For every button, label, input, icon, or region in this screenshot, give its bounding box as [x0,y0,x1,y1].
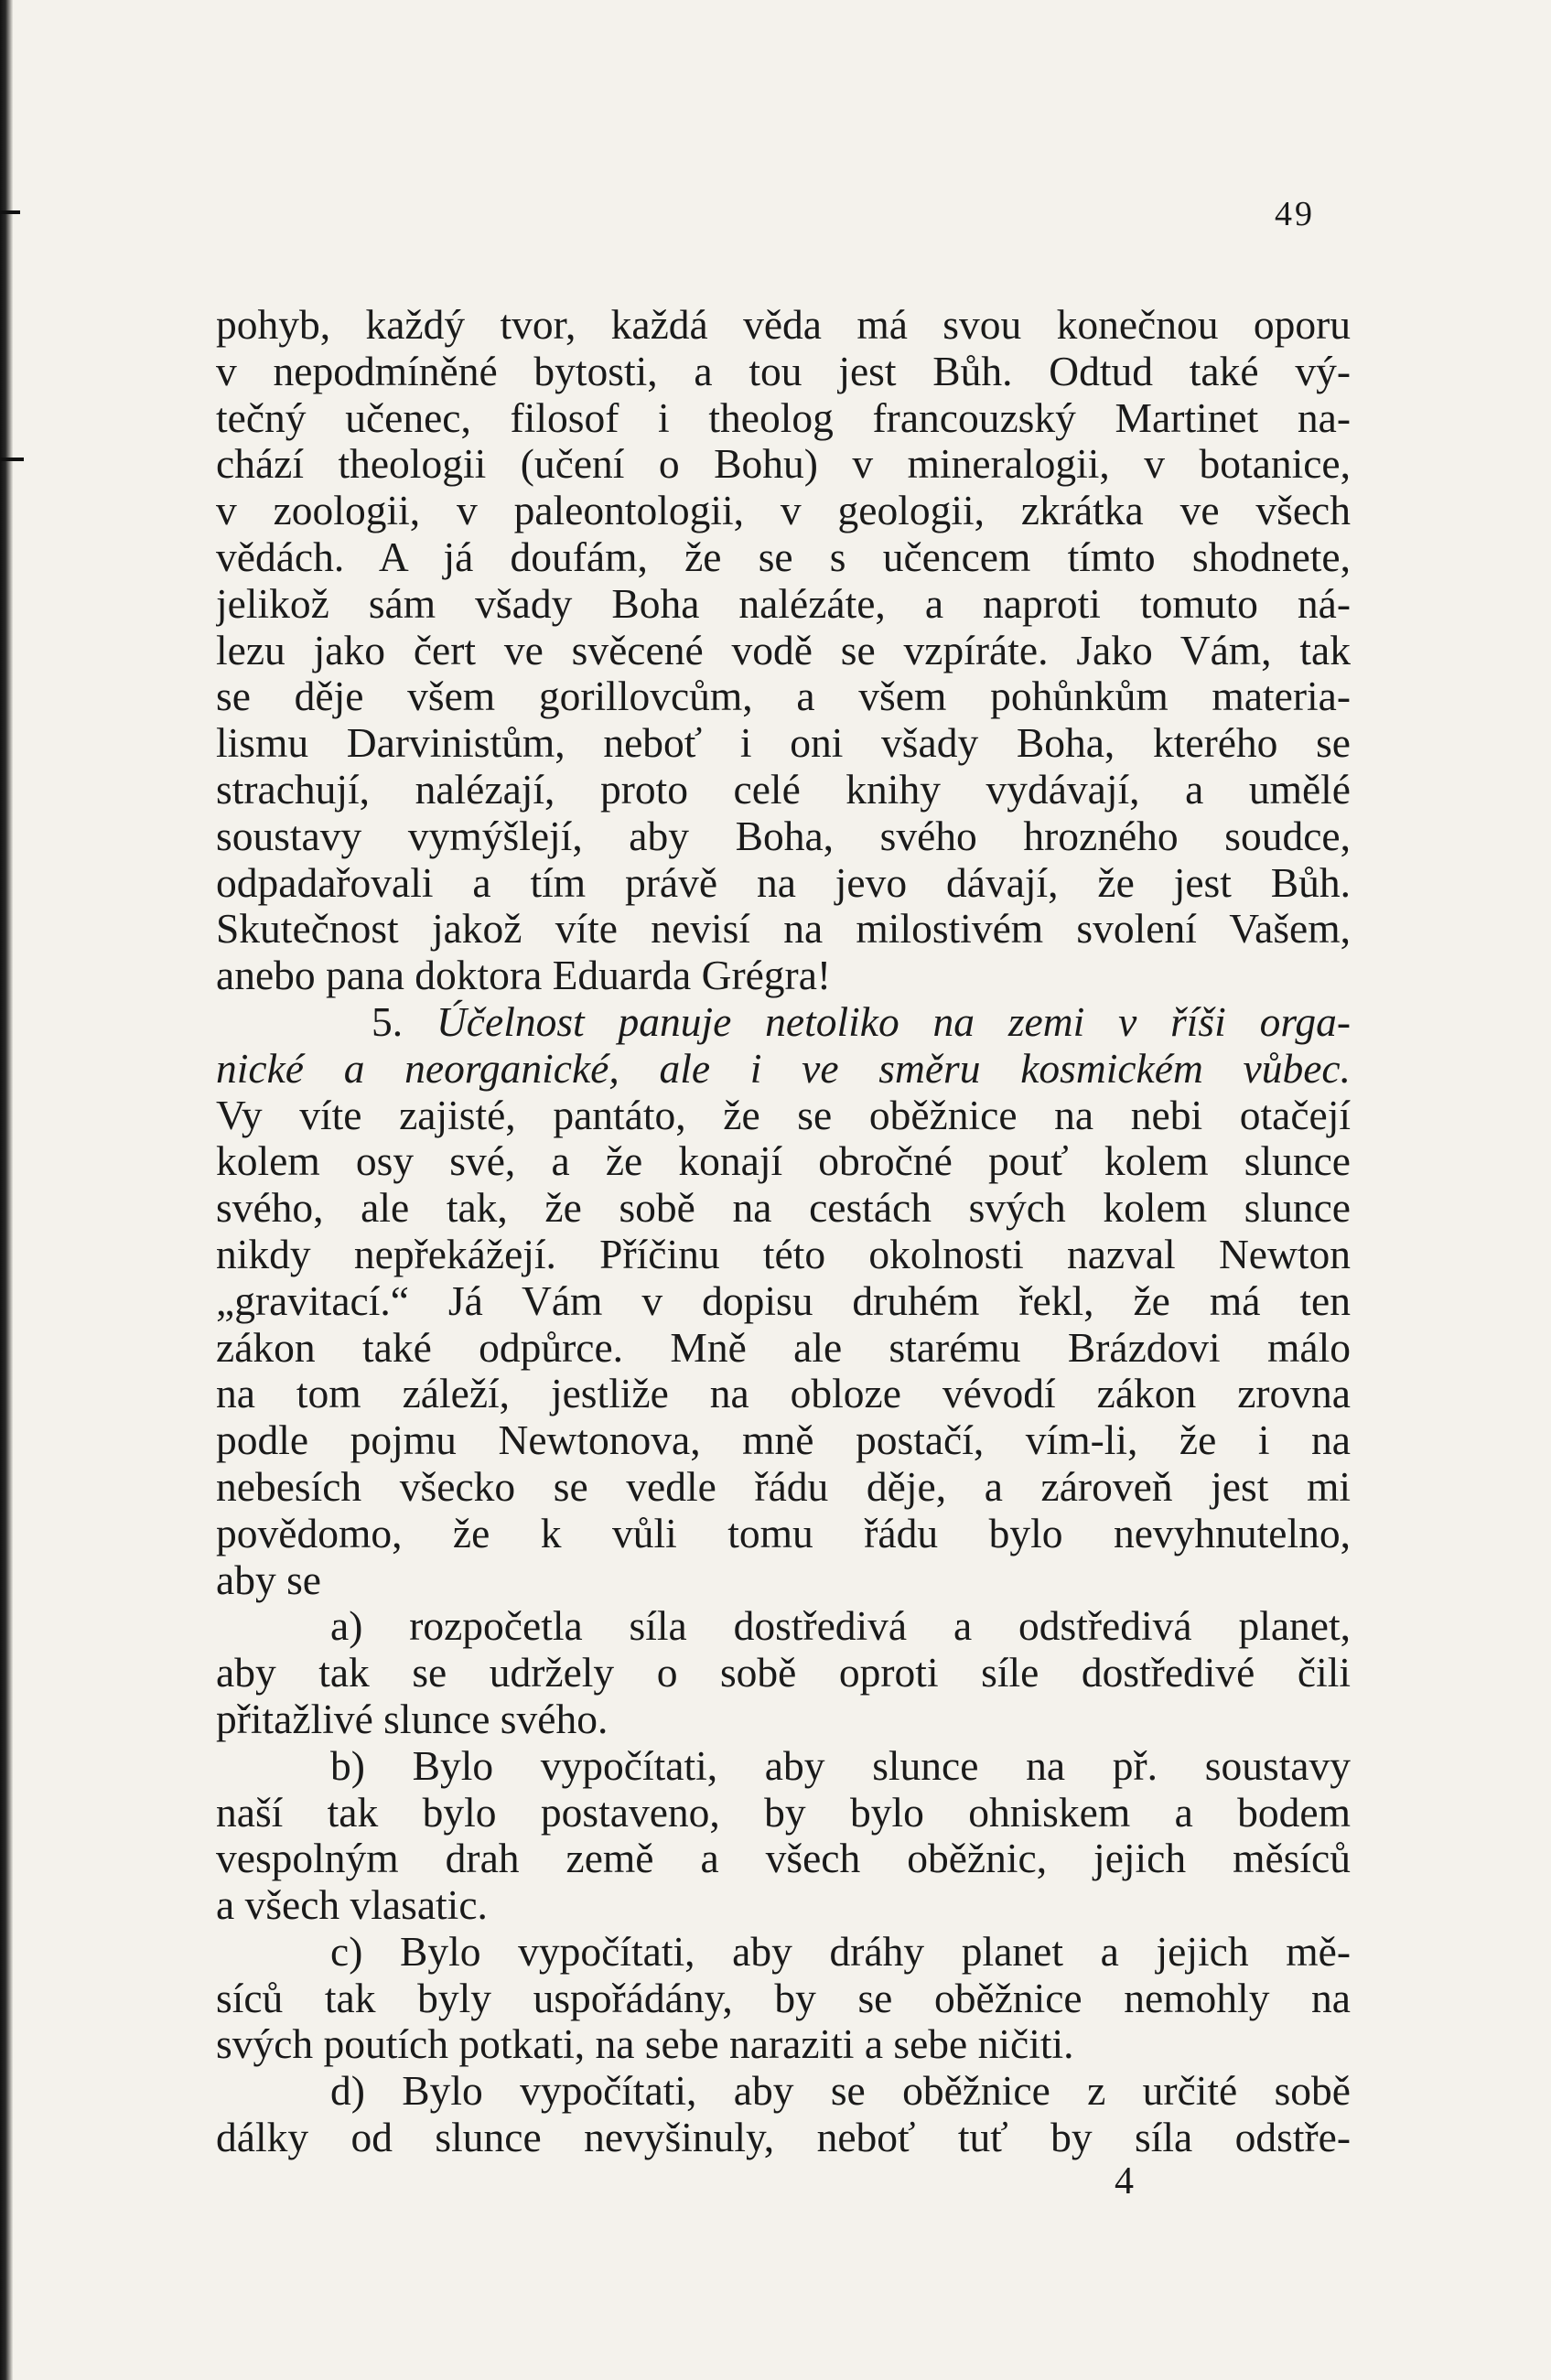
text-line: lismu Darvinistům, neboť i oni všady Boha, kterého se [216,720,1351,767]
text-line: se děje všem gorillovcům, a všem pohůnkům materia- [216,673,1351,720]
list-item-b: b) Bylo vypočítati, aby slunce na př. soustavy [330,1742,1351,1789]
text-line: v nepodmíněné bytosti, a tou jest Bůh. Odtud také vý- [216,348,1351,394]
section-number: 5. [372,998,404,1045]
scan-mark [0,210,20,214]
text-line: nebesích všecko se vedle řádu děje, a zároveň jest mi [216,1463,1351,1510]
scan-edge [0,0,13,2380]
text-line: a všech vlasatic. [216,1882,488,1929]
text-line: soustavy vymýšlejí, aby Boha, svého hrozného soudce, [216,813,1351,859]
text-line: Skutečnost jakož víte nevisí na milostivém svolení Vašem, [216,906,1351,953]
text-line: aby se [216,1556,321,1603]
text-line: naší tak bylo postaveno, by bylo ohniskem a bodem [216,1789,1351,1836]
text-line: podle pojmu Newtonova, mně postačí, vím-li, že i na [216,1417,1351,1464]
text-line: anebo pana doktora Eduarda Grégra! [216,953,832,999]
text-line: strachují, nalézají, proto celé knihy vydávají, a umělé [216,766,1351,813]
text-line: lezu jako čert ve svěcené vodě se vzpíráte. Jako Vám, tak [216,627,1351,673]
text-line: vespolným drah země a všech oběžnic, jejich měsíců [216,1836,1351,1882]
signature-mark: 4 [1115,2160,1134,2202]
text-line: síců tak byly uspořádány, by se oběžnice nemohly na [216,1975,1351,2021]
text-line: „gravitací.“ Já Vám v dopisu druhém řekl, že má ten [216,1277,1351,1324]
text-line: povědomo, že k vůli tomu řádu bylo nevyhnutelno, [216,1510,1351,1556]
text-line: na tom záleží, jestliže na obloze vévodí zákon zrovna [216,1371,1351,1417]
text-line: Vy víte zajisté, pantáto, že se oběžnice na nebi otačejí [216,1092,1351,1138]
text-line: chází theologii (učení o Bohu) v mineralogii, v botanice, [216,441,1351,488]
text-line: nikdy nepřekážejí. Příčinu této okolnosti nazval Newton [216,1231,1351,1277]
text-line: pohyb, každý tvor, každá věda má svou konečnou oporu [216,302,1351,348]
list-item-c: c) Bylo vypočítati, aby dráhy planet a jejich mě- [330,1928,1351,1975]
text-line: vědách. A já doufám, že se s učencem tímto shodnete, [216,533,1351,580]
text-line: zákon také odpůrce. Mně ale starému Brázdovi málo [216,1324,1351,1371]
scan-mark [0,458,24,461]
section-heading-line [216,999,1351,1046]
text-line: kolem osy své, a že konají obročné pouť kolem slunce [216,1138,1351,1185]
body-text [216,302,1351,2161]
list-item-a: a) rozpočetla síla dostředivá a odstředivá planet, [330,1603,1351,1650]
text-line: jelikož sám všady Boha nalézáte, a naproti tomuto ná- [216,580,1351,627]
text-line: dálky od slunce nevyšinuly, neboť tuť by síla odstře- [216,2115,1351,2161]
list-item-d: d) Bylo vypočítati, aby se oběžnice z určité sobě [330,2068,1351,2115]
text-line: tečný učenec, filosof i theolog francouzský Martinet na- [216,394,1351,441]
text-line: aby tak se udržely o sobě oproti síle dostředivé čili [216,1650,1351,1696]
section-heading: Účelnost panuje netoliko na zemi v říši orga- [436,998,1351,1045]
text-line: odpadařovali a tím právě na jevo dávají, že jest Bůh. [216,859,1351,906]
text-line: svých poutích potkati, na sebe naraziti a sebe ničiti. [216,2021,1074,2068]
page-number: 49 [1275,195,1315,233]
section-heading-line: nické a neorganické, ale i ve směru kosmickém vůbec. [216,1045,1351,1092]
text-line: přitažlivé slunce svého. [216,1696,609,1742]
text-line: svého, ale tak, že sobě na cestách svých kolem slunce [216,1185,1351,1232]
text-line: v zoologii, v paleontologii, v geologii, zkrátka ve všech [216,488,1351,534]
